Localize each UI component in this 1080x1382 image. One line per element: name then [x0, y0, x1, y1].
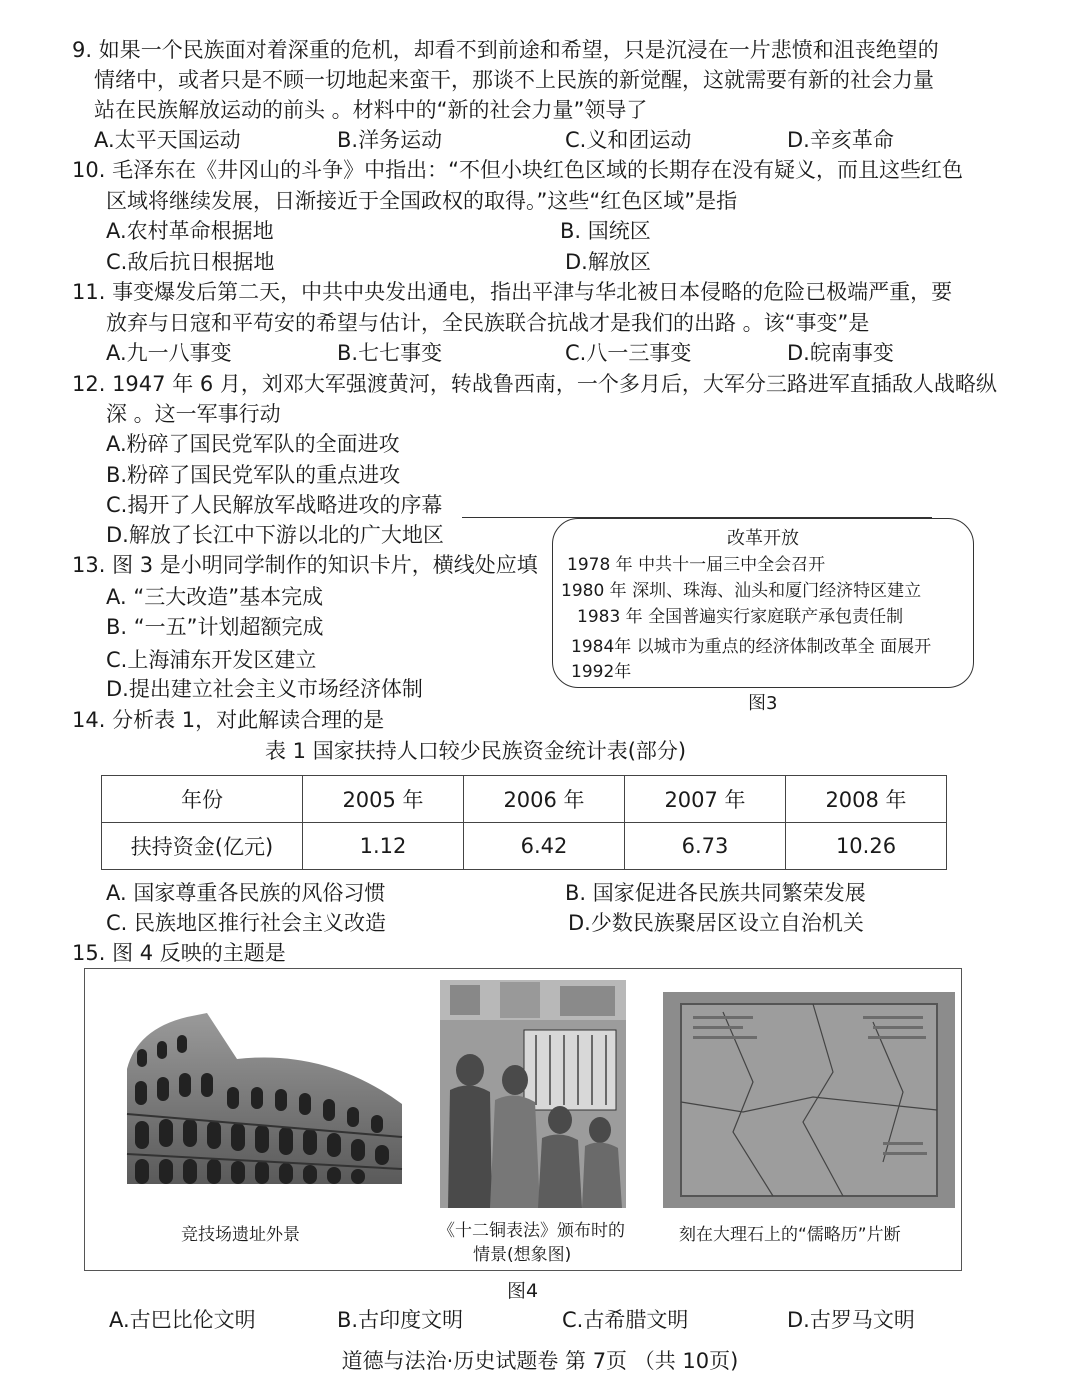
table-header-cell: 2007 年	[625, 776, 786, 823]
twelve-tables-image	[440, 980, 626, 1208]
q9-line1: 9. 如果一个民族面对着深重的危机，却看不到前途和希望，只是沉浸在一片悲愤和沮丧绝望的	[72, 38, 939, 62]
q10-option-c: C.敌后抗日根据地	[106, 250, 275, 274]
q14-option-d: D.少数民族聚居区设立自治机关	[568, 911, 864, 935]
card-line-1992: 1992年	[571, 662, 632, 682]
q10-option-b: B. 国统区	[560, 219, 651, 243]
card-line-1984: 1984年 以城市为重点的经济体制改革全 面展开	[571, 637, 932, 657]
table-header-cell: 年份	[102, 776, 303, 823]
table-header-row	[102, 776, 947, 823]
julian-calendar-image	[663, 992, 955, 1208]
q9-option-d: D.辛亥革命	[787, 128, 894, 152]
q13-option-d: D.提出建立社会主义市场经济体制	[106, 677, 423, 701]
table-header-cell: 2005 年	[303, 776, 464, 823]
page-footer: 道德与法治·历史试题卷 第 7页 （共 10页)	[341, 1349, 739, 1373]
card-caption: 图3	[748, 693, 778, 714]
card-line-1980: 1980 年 深圳、珠海、汕头和厦门经济特区建立	[561, 581, 922, 601]
q10-line1: 10. 毛泽东在《井冈山的斗争》中指出：“不但小块红色区域的长期存在没有疑义，而且这些红色	[72, 158, 963, 182]
table-header-cell: 2008 年	[786, 776, 947, 823]
table-cell: 扶持资金(亿元)	[102, 823, 303, 870]
q10-line2: 区域将继续发展，日渐接近于全国政权的取得。”这些“红色区域”是指	[106, 189, 738, 213]
q9-option-c: C.义和团运动	[565, 128, 692, 152]
q10-option-a: A.农村革命根据地	[106, 219, 274, 243]
q15-option-c: C.古希腊文明	[562, 1308, 689, 1332]
q12-option-c: C.揭开了人民解放军战略进攻的序幕	[106, 493, 443, 517]
table-cell: 6.42	[464, 823, 625, 870]
card-line-1983: 1983 年 全国普遍实行家庭联产承包责任制	[577, 607, 904, 627]
q15-line1: 15. 图 4 反映的主题是	[72, 941, 286, 965]
q9-line2: 情绪中，或者只是不顾一切地起来蛮干，那谈不上民族的新觉醒，这就需要有新的社会力量	[94, 68, 934, 92]
q12-line1: 12. 1947 年 6 月，刘邓大军强渡黄河，转战鲁西南，一个多月后，大军分三路进军直插敌人战略纵	[72, 372, 997, 396]
q9-line3: 站在民族解放运动的前头 。材料中的“新的社会力量”领导了	[94, 98, 648, 122]
q15-option-b: B.古印度文明	[337, 1308, 464, 1332]
q11-option-a: A.九一八事变	[106, 341, 232, 365]
caption-twelve-tables-2: 情景(想象图)	[473, 1245, 572, 1265]
q15-option-a: A.古巴比伦文明	[109, 1308, 256, 1332]
q14-option-b: B. 国家促进各民族共同繁荣发展	[565, 881, 866, 905]
q14-option-a: A. 国家尊重各民族的风俗习惯	[106, 881, 386, 905]
q14-line1: 14. 分析表 1，对此解读合理的是	[72, 708, 385, 732]
q15-option-d: D.古罗马文明	[787, 1308, 915, 1332]
table-row	[102, 823, 947, 870]
q12-option-d: D.解放了长江中下游以北的广大地区	[106, 523, 444, 547]
caption-colosseum: 竞技场遗址外景	[181, 1225, 300, 1245]
q10-option-d: D.解放区	[565, 250, 651, 274]
q13-line1: 13. 图 3 是小明同学制作的知识卡片，横线处应填	[72, 553, 538, 577]
q12-option-a: A.粉碎了国民党军队的全面进攻	[106, 432, 400, 456]
q13-option-c: C.上海浦东开发区建立	[106, 648, 317, 672]
funding-table	[101, 775, 947, 870]
table-header-cell: 2006 年	[464, 776, 625, 823]
q13-option-a: A. “三大改造”基本完成	[106, 585, 324, 609]
q11-line2: 放弃与日寇和平苟安的希望与估计，全民族联合抗战才是我们的出路 。该“事变”是	[106, 311, 870, 335]
card-line-1978: 1978 年 中共十一届三中全会召开	[567, 555, 826, 575]
table-cell: 1.12	[303, 823, 464, 870]
caption-twelve-tables-1: 《十二铜表法》颁布时的	[438, 1221, 625, 1241]
q12-option-b: B.粉碎了国民党军队的重点进攻	[106, 463, 401, 487]
q13-option-b: B. “一五”计划超额完成	[106, 615, 324, 639]
caption-julian-calendar: 刻在大理石上的“儒略历”片断	[679, 1225, 901, 1245]
q11-line1: 11. 事变爆发后第二天，中共中央发出通电，指出平津与华北被日本侵略的危险已极端严重，要	[72, 280, 953, 304]
figure-4-box	[84, 968, 962, 1271]
card-title: 改革开放	[727, 528, 799, 549]
q11-option-d: D.皖南事变	[787, 341, 894, 365]
table-cell: 10.26	[786, 823, 947, 870]
colosseum-image	[97, 1009, 407, 1189]
figure-4-caption: 图4	[507, 1280, 539, 1302]
table-title: 表 1 国家扶持人口较少民族资金统计表(部分)	[265, 739, 687, 763]
q12-line2: 深 。这一军事行动	[106, 402, 281, 426]
q9-option-a: A.太平天国运动	[94, 128, 241, 152]
table-cell: 6.73	[625, 823, 786, 870]
q14-option-c: C. 民族地区推行社会主义改造	[106, 911, 387, 935]
q11-option-b: B.七七事变	[337, 341, 443, 365]
q11-option-c: C.八一三事变	[565, 341, 692, 365]
q9-option-b: B.洋务运动	[337, 128, 443, 152]
knowledge-card	[552, 518, 974, 688]
